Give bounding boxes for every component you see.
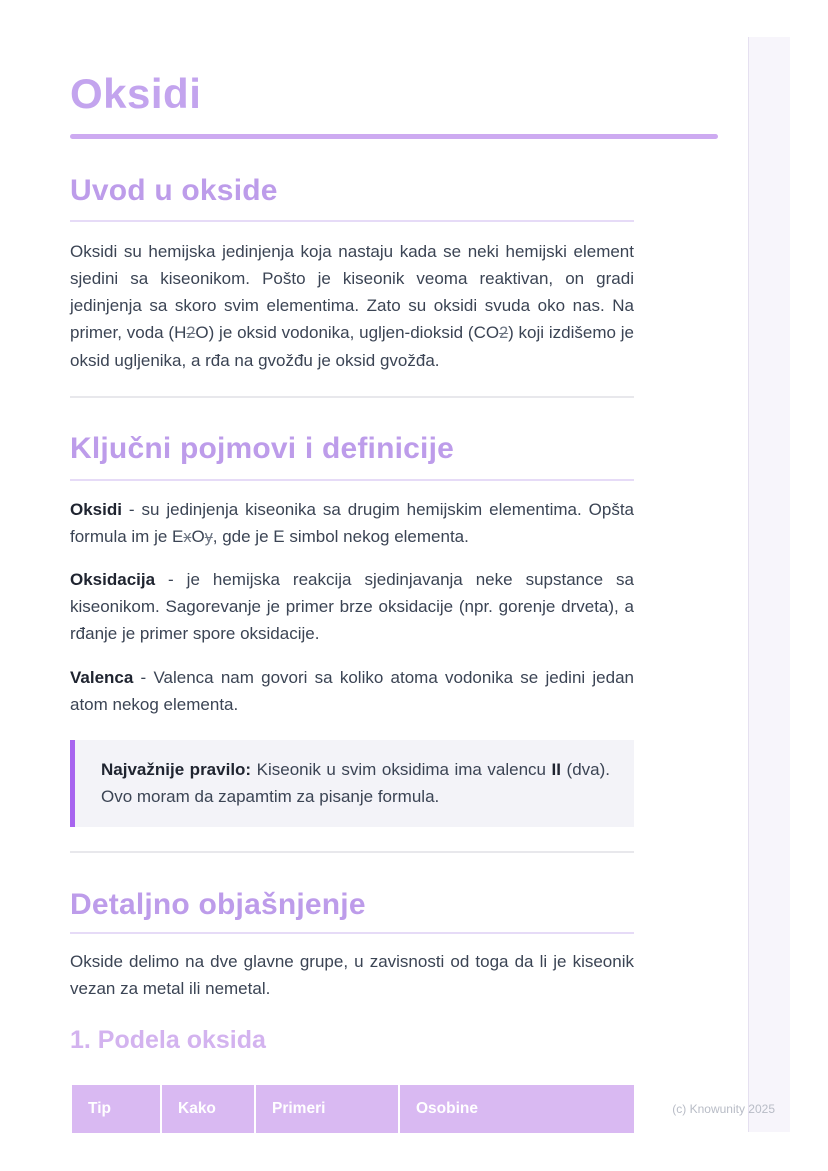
definition-valenca xyxy=(70,664,634,718)
term-valenca: Valenca xyxy=(70,668,134,687)
section-heading-uvod: Uvod u okside xyxy=(70,174,278,207)
intro-text-1: Oksidi su hemijska jedinjenja koja nastaju kada se neki hemijski element sjedini sa kiseonikom. Pošto je kiseonik veoma reaktivan, on gradi jedinjenja sa skoro svim elementima. Zato su oksidi svuda oko nas. Na primer, voda (H xyxy=(70,242,634,342)
section-underline-uvod xyxy=(70,220,634,222)
section-heading-pojmovi: Ključni pojmovi i definicije xyxy=(70,432,454,465)
definition-oksidacija xyxy=(70,566,634,647)
def-oksidi-text-1: - su jedinjenja kiseonika sa drugim hemijskim elementima. Opšta formula im je E xyxy=(70,500,634,546)
def-valenca-text: - Valenca nam govori sa koliko atoma vodonika se jedini jedan atom nekog elementa. xyxy=(70,668,634,714)
podela-table-header-row xyxy=(72,1085,634,1133)
formula-subscript-y: y xyxy=(204,528,213,546)
def-oksidacija-text: - je hemijska reakcija sjedinjavanja neke supstance sa kiseonikom. Sagorevanje je primer brze oksidacije (npr. gorenje drveta), a rđanje je primer spore oksidacije. xyxy=(70,570,634,643)
definition-oksidi xyxy=(70,496,634,551)
intro-text-2: O) je oksid vodonika, ugljen-dioksid (CO xyxy=(195,323,500,342)
section-divider-2 xyxy=(70,851,634,853)
section-divider-1 xyxy=(70,396,634,398)
term-oksidacija: Oksidacija xyxy=(70,570,156,589)
intro-text-3: ) koji izdišemo je oksid ugljenika, a rđa na gvožđu je oksid gvožđa. xyxy=(70,323,634,370)
callout-label: Najvažnije pravilo: xyxy=(101,760,252,779)
formula-subscript-x: x xyxy=(183,528,192,546)
page-title: Oksidi xyxy=(70,70,202,117)
formula-subscript-2: 2 xyxy=(186,324,196,342)
details-paragraph: Okside delimo na dve glavne grupe, u zavisnosti od toga da li je kiseonik vezan za metal ili nemetal. xyxy=(70,952,634,998)
formula-subscript-2b: 2 xyxy=(499,324,509,342)
section-underline-pojmovi xyxy=(70,479,634,481)
def-oksidi-text-3: , gde je E simbol nekog elementa. xyxy=(212,527,469,546)
copyright-note: (c) Knowunity 2025 xyxy=(672,1102,775,1116)
callout-valence-roman: II xyxy=(551,760,561,779)
section-underline-detaljno xyxy=(70,932,634,934)
table-header-kako: Kako xyxy=(162,1085,254,1133)
table-header-osobine: Osobine xyxy=(400,1085,634,1133)
next-page-edge xyxy=(748,37,790,1132)
title-divider xyxy=(70,134,718,139)
table-header-primeri: Primeri xyxy=(256,1085,398,1133)
callout-text-1: Kiseonik u svim oksidima ima valencu xyxy=(251,760,552,779)
important-rule-callout xyxy=(70,740,634,827)
def-oksidi-text-2: O xyxy=(191,527,205,546)
intro-paragraph xyxy=(70,238,634,374)
callout-paragraph xyxy=(101,756,610,810)
table-header-tip: Tip xyxy=(72,1085,160,1133)
subsection-heading-podela: 1. Podela oksida xyxy=(70,1026,266,1054)
term-oksidi: Oksidi xyxy=(70,500,122,519)
callout-text-2: (dva). Ovo moram da zapamtim za pisanje formula. xyxy=(101,760,610,806)
section-heading-detaljno: Detaljno objašnjenje xyxy=(70,888,366,921)
